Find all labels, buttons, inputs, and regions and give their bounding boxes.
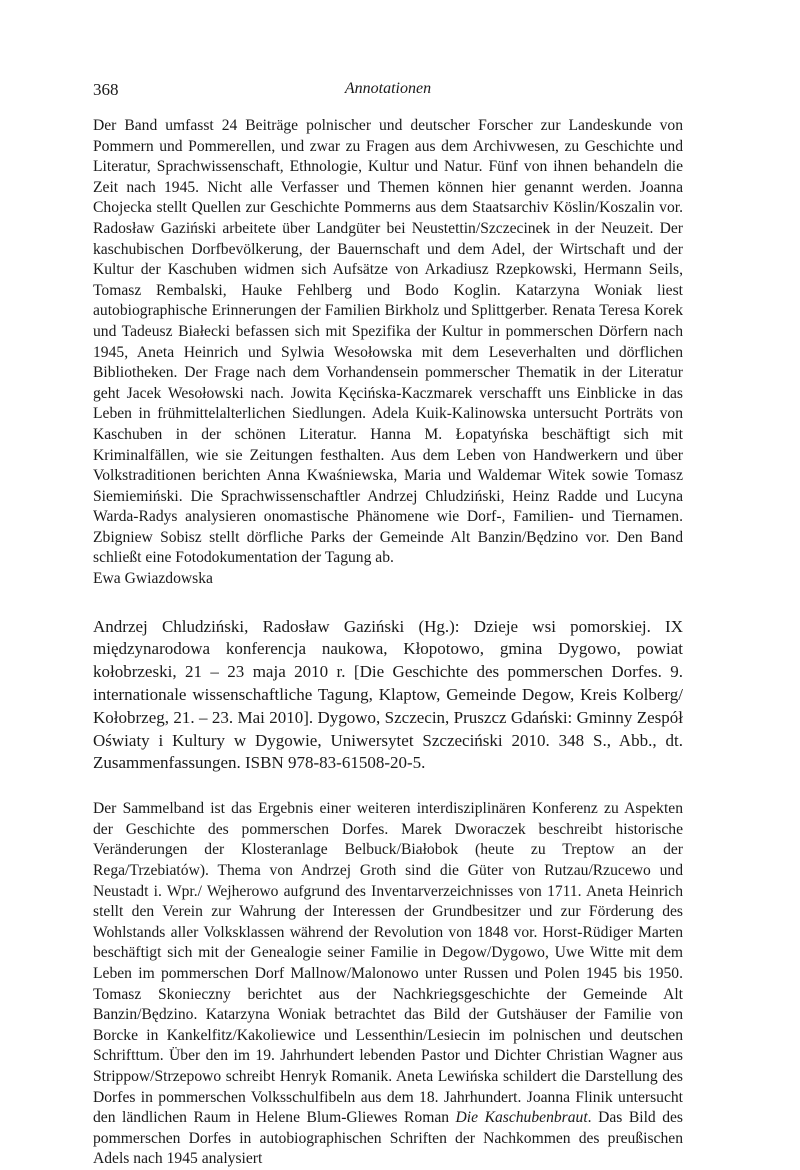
reviewer-name: Ewa Gwiazdowska [93,570,213,588]
review-2 [93,799,683,1170]
review-1 [93,116,683,590]
bibliographic-citation: Andrzej Chludziński, Radosław Gaziński (Hg.): Dzieje wsi pomorskiej. IX międzynarodowa konferencja naukowa, Kłopotowo, gmina Dygowo, powiat kołobrzeski, 21 – 23 maja 2010 r. [Die Geschichte des pommerschen Dorfes. 9. internationale wissenschaftliche Tagung, Klaptow, Gemeinde Degow, Kreis Kolberg/ Kołobrzeg, 21. – 23. Mai 2010]. Dygowo, Szczecin, Pruszcz Gdański: Gminny Zespół Oświaty i Kultury w Dygowie, Uniwersytet Szczeciński 2010. 348 S., Abb., dt. Zusammenfassungen. ISBN 978-83-61508-20-5. [93,616,683,773]
review-2-text [93,799,683,1170]
review-1-text: Der Band umfasst 24 Beiträge polnischer und deutscher Forscher zur Landeskunde von Pommern und Pommerellen, und zwar zu Fragen aus dem Archivwesen, zu Geschichte und Literatur, Sprachwissenschaft, Ethnologie, Kultur und Natur. Fünf von ihnen behandeln die Zeit nach 1945. Nicht alle Verfasser und Themen können hier genannt werden. Joanna Chojecka stellt Quellen zur Geschichte Pommerns aus dem Staatsarchiv Köslin/Koszalin vor. Radosław Gaziński arbeitete über Landgüter bei Neustettin/Szczecinek in der Neuzeit. Der kaschubischen Dorfbevölkerung, der Bauernschaft und dem Adel, der Wirtschaft und der Kultur der Kaschuben widmen sich Aufsätze von Arkadiusz Rzepkowski, Hermann Seils, Tomasz Rembalski, Hauke Fehlberg und Bodo Koglin. Katarzyna Woniak liest autobiographische Erinnerungen der Familien Birkholz und Splittgerber. Renata Teresa Korek und Tadeusz Białecki befassen sich mit Spezifika der Kultur in pommerschen Dörfern nach 1945, Aneta Heinrich und Sylwia Wesołowska mit dem Leseverhalten und dörflichen Bibliotheken. Der Frage nach dem Vorhandensein pommerscher Thematik in der Literatur geht Jacek Wesołowski nach. Jowita Kęcińska-Kaczmarek verschafft uns Einblicke in das Leben in frühmittelalterlichen Siedlungen. Adela Kuik-Kalinowska untersucht Porträts von Kaschuben in der schönen Literatur. Hanna M. Łopatyńska beschäftigt sich mit Kriminalfällen, wie sie Zeitungen festhalten. Aus dem Leben von Handwerkern und über Volkstraditionen berichten Anna Kwaśniewska, Maria und Waldemar Witek sowie Tomasz Siemiemiński. Die Sprachwissenschaftler Andrzej Chludziński, Heinz Radde und Lucyna Warda-Radys analysieren onomastische Phänomene wie Dorf-, Familien- und Tiernamen. Zbigniew Sobisz stellt dörfliche Parks der Gemeinde Alt Banzin/Będzino vor. Den Band schließt eine Fotodokumentation der Tagung ab. [93,117,683,567]
review-2-text-part-2: . Das Bild des pommerschen Dorfes in autobiographischen Schriften der Nachkommen des preußischen Adels nach 1945 analysiert [93,1109,683,1168]
book-title: Die Kaschubenbraut [455,1109,588,1127]
page-body [93,116,683,1170]
running-head: Annotationen [344,80,432,97]
page-number: 368 [93,80,119,99]
review-2-text-part-1: Der Sammelband ist das Ergebnis einer weiteren interdisziplinären Konferenz zu Aspekten der Geschichte des pommerschen Dorfes. Marek Dworaczek beschreibt historische Veränderungen der Klosteranlage Belbuck/Białobok (heute zu Treptow an der Rega/Trzebiatów). Thema von Andrzej Groth sind die Güter von Rutzau/Rzucewo und Neustadt i. Wpr./ Wejherowo aufgrund des Inventarverzeichnisses von 1711. Aneta Heinrich stellt den Verein zur Wahrung der Interessen der Grundbesitzer und zur Förderung des Wohlstands aller Volksklassen während der Revolution von 1848 vor. Horst-Rüdiger Marten beschäftigt sich mit der Genealogie seiner Familie in Degow/Dygowo, Uwe Witte mit dem Leben im pommerschen Dorf Mallnow/Malonowo unter Russen und Polen 1945 bis 1950. Tomasz Skonieczny berichtet aus der Nachkriegsgeschichte der Gemeinde Alt Banzin/Będzino. Katarzyna Woniak betrachtet das Bild der Gutshäuser der Familie von Borcke in Kankelfitz/Kakoliewice und Lessenthin/Lesiecin im polnischen und deutschen Schrifttum. Über den im 19. Jahrhundert lebenden Pastor und Dichter Christian Wagner aus Strippow/Strzepowo schreibt Henryk Romanik. Aneta Lewińska schildert die Darstellung des Dorfes in pommerschen Volksschulfibeln aus dem 18. Jahrhundert. Joanna Flinik untersucht den ländlichen Raum in Helene Blum-Gliewes Roman [93,800,683,1127]
page-header [93,80,683,104]
